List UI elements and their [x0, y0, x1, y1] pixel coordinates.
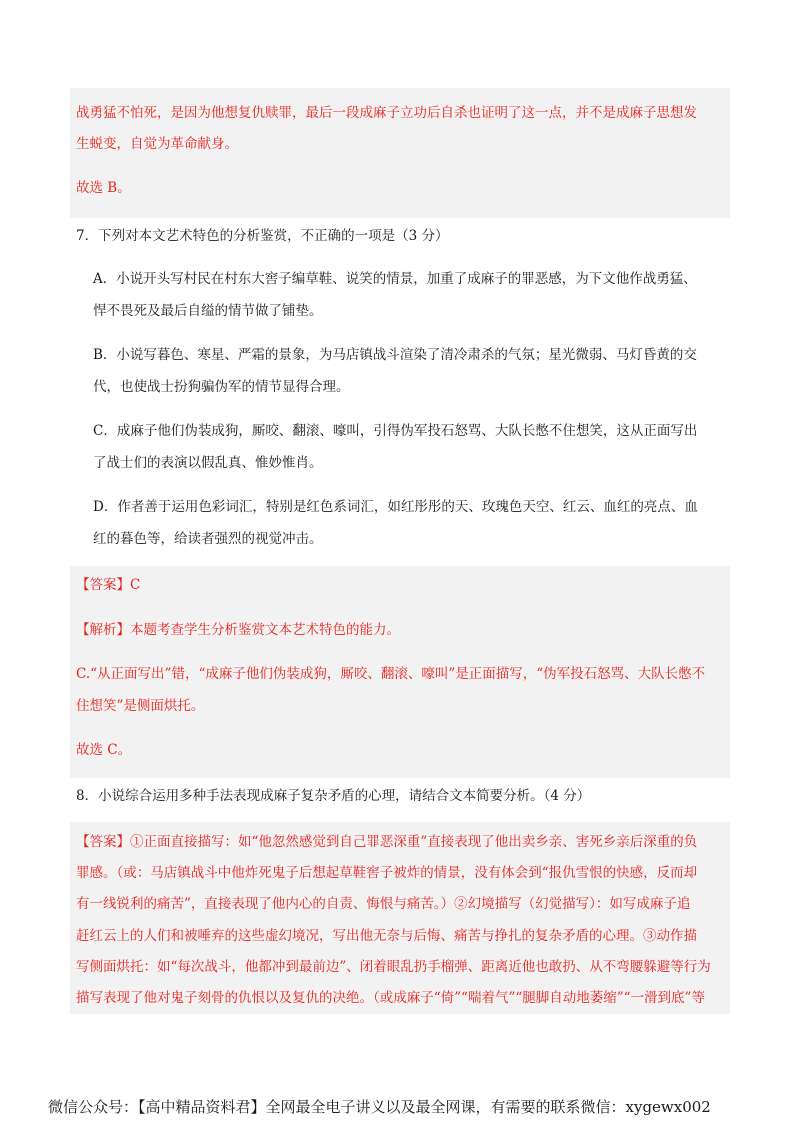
q7-option-c-line-1: C．成麻子他们伪装成狗，厮咬、翻滚、嚎叫，引得伪军投石怒骂、大队长憋不住想笑，这从正面写出 — [93, 423, 698, 439]
q7-option-a-line-1: A．小说开头写村民在村东大窖子编草鞋、说笑的情景，加重了成麻子的罪恶感，为下文他作战勇猛、 — [93, 271, 697, 287]
q7-analysis: 【解析】本题考查学生分析鉴赏文本艺术特色的能力。 — [76, 622, 400, 638]
q8-answer-line-3: 有一线锐利的痛苦”，直接表现了他内心的自责、悔恨与痛苦。）②幻境描写（幻觉描写）：如写成麻子追 — [76, 896, 691, 912]
q8-answer-line-4: 赶红云上的人们和被唾弃的这些虚幻境况，写出他无奈与后悔、痛苦与挣扎的复杂矛盾的心理。③动作描 — [76, 928, 697, 944]
q7-option-a-line-2: 悍不畏死及最后自缢的情节做了铺垫。 — [93, 303, 323, 319]
q7-explain-line-2: 住想笑”是侧面烘托。 — [76, 698, 205, 714]
q8-stem: 8．小说综合运用多种手法表现成麻子复杂矛盾的心理，请结合文本简要分析。（4 分） — [76, 788, 591, 804]
q7-option-d-line-2: 红的暮色等，给读者强烈的视觉冲击。 — [93, 531, 323, 547]
q7-conclusion: 故选 C。 — [76, 742, 132, 758]
prev-answer-line-1: 战勇猛不怕死，是因为他想复仇赎罪，最后一段成麻子立功后自杀也证明了这一点，并不是成麻子思想发 — [76, 105, 697, 121]
prev-answer-line-2: 生蜕变，自觉为革命献身。 — [76, 136, 238, 152]
q8-answer-line-5: 写侧面烘托：如“每次战斗，他都冲到最前边”、闭着眼乱扔手榴弹、距离近他也敢扔、从不弯腰躲避等行为 — [76, 959, 711, 975]
q8-answer-line-1: 【答案】①正面直接描写：如“他忽然感觉到自己罪恶深重”直接表现了他出卖乡亲、害死乡亲后深重的负 — [76, 834, 698, 850]
q8-answer-line-2: 罪感。（或：马店镇战斗中他炸死鬼子后想起草鞋窖子被炸的情景，没有体会到“报仇雪恨的快感，反而却 — [76, 865, 698, 881]
q7-option-d-line-1: D．作者善于运用色彩词汇，特别是红色系词汇，如红彤彤的天、玫瑰色天空、红云、血红的亮点、血 — [93, 499, 698, 515]
q7-answer: 【答案】C — [76, 577, 141, 593]
prev-answer-conclusion: 故选 B。 — [76, 180, 131, 196]
q8-answer-line-6: 描写表现了他对鬼子刻骨的仇恨以及复仇的决绝。（或成麻子“倚”“喘着气”“腿脚自动地萎缩”“一滑到底”等 — [76, 990, 705, 1006]
footer-wechat-note: 微信公众号：【高中精品资料君】全网最全电子讲义以及最全网课，有需要的联系微信：xygewx002 — [48, 1098, 711, 1116]
q7-option-b-line-1: B．小说写暮色、寒星、严霜的景象，为马店镇战斗渲染了清冷肃杀的气氛；星光微弱、马灯昏黄的交 — [93, 347, 697, 363]
q7-stem: 7．下列对本文艺术特色的分析鉴赏，不正确的一项是（3 分） — [76, 228, 449, 244]
q7-explain-line-1: C.“从正面写出”错，“成麻子他们伪装成狗，厮咬、翻滚、嚎叫”是正面描写，“伪军投石怒骂、大队长憋不 — [76, 666, 706, 682]
q7-option-b-line-2: 代，也使战士扮狗骗伪军的情节显得合理。 — [93, 379, 350, 395]
q7-option-c-line-2: 了战士们的表演以假乱真、惟妙惟肖。 — [93, 455, 323, 471]
